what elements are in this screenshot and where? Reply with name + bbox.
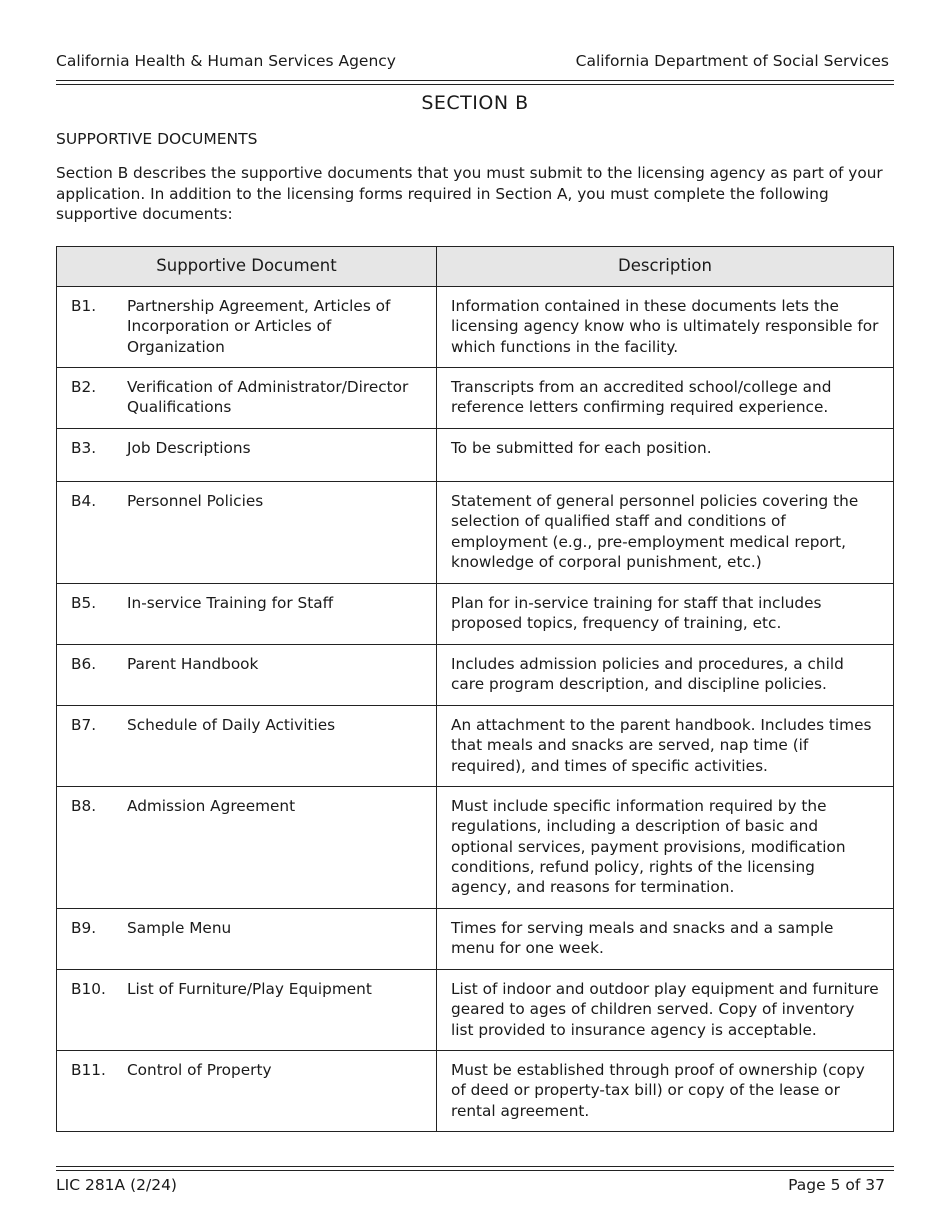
document-cell: [57, 482, 437, 584]
document-name: Partnership Agreement, Articles of Incorporation or Articles of Organization: [127, 297, 391, 356]
header-department: California Department of Social Services: [575, 52, 889, 70]
header-agency: California Health & Human Services Agency: [56, 52, 396, 70]
document-number: B6.: [71, 655, 97, 673]
description-cell: Includes admission policies and procedures, a child care program description, and discipline policies.: [437, 645, 894, 706]
supportive-documents-table: [56, 246, 894, 1132]
document-number: B5.: [71, 594, 97, 612]
document-number: B1.: [71, 297, 97, 315]
description-cell: Information contained in these documents lets the licensing agency know who is ultimately responsible for which functions in the facility.: [437, 287, 894, 368]
table-row: [57, 368, 894, 429]
document-page: [56, 0, 894, 1230]
description-cell: Times for serving meals and snacks and a sample menu for one week.: [437, 909, 894, 970]
document-number: B7.: [71, 716, 97, 734]
document-name: Control of Property: [127, 1061, 272, 1079]
document-cell: [57, 368, 437, 429]
document-name: Job Descriptions: [127, 439, 251, 457]
document-name: Schedule of Daily Activities: [127, 716, 336, 734]
table-row: [57, 787, 894, 909]
section-title: SECTION B: [421, 92, 529, 114]
description-cell: An attachment to the parent handbook. Includes times that meals and snacks are served, nap time (if required), and times of specific activities.: [437, 706, 894, 787]
document-cell: [57, 584, 437, 645]
footer-rule-bottom: [56, 1170, 894, 1171]
table-body: [57, 287, 894, 1132]
document-name: Personnel Policies: [127, 492, 264, 510]
document-cell: [57, 429, 437, 482]
table-row: [57, 909, 894, 970]
column-header-description: Description: [437, 247, 894, 287]
document-number: B10.: [71, 980, 106, 998]
document-cell: [57, 1051, 437, 1132]
document-number: B8.: [71, 797, 97, 815]
description-cell: Transcripts from an accredited school/college and reference letters confirming required experience.: [437, 368, 894, 429]
section-subheading: SUPPORTIVE DOCUMENTS: [56, 130, 258, 148]
document-number: B4.: [71, 492, 97, 510]
table-row: [57, 970, 894, 1051]
document-name: Admission Agreement: [127, 797, 296, 815]
document-name: Parent Handbook: [127, 655, 259, 673]
description-cell: Statement of general personnel policies covering the selection of qualified staff and conditions of employment (e.g., pre-employment medical report, knowledge of corporal punishment, etc.): [437, 482, 894, 584]
document-cell: [57, 970, 437, 1051]
column-header-document: Supportive Document: [57, 247, 437, 287]
footer-rule-top: [56, 1166, 894, 1167]
document-number: B11.: [71, 1061, 106, 1079]
table-row: [57, 482, 894, 584]
document-name: Sample Menu: [127, 919, 232, 937]
table-header-row: [57, 247, 894, 287]
document-cell: [57, 787, 437, 909]
table-row: [57, 645, 894, 706]
document-name: List of Furniture/Play Equipment: [127, 980, 372, 998]
footer-form-id: LIC 281A (2/24): [56, 1176, 177, 1194]
document-number: B2.: [71, 378, 97, 396]
table-row: [57, 429, 894, 482]
table-row: [57, 1051, 894, 1132]
table-row: [57, 584, 894, 645]
document-name: In-service Training for Staff: [127, 594, 334, 612]
header-rule-bottom: [56, 84, 894, 85]
description-cell: To be submitted for each position.: [437, 429, 894, 482]
document-cell: [57, 706, 437, 787]
document-name: Verification of Administrator/Director Qualifications: [127, 378, 409, 417]
document-cell: [57, 287, 437, 368]
document-cell: [57, 645, 437, 706]
description-cell: Must be established through proof of ownership (copy of deed or property-tax bill) or copy of the lease or rental agreement.: [437, 1051, 894, 1132]
header-rule-top: [56, 80, 894, 81]
table-row: [57, 706, 894, 787]
footer-page-number: Page 5 of 37: [788, 1176, 885, 1194]
description-cell: Plan for in-service training for staff that includes proposed topics, frequency of training, etc.: [437, 584, 894, 645]
description-cell: Must include specific information required by the regulations, including a description of basic and optional services, payment provisions, modification conditions, refund policy, rights of the licensing agency, and reasons for termination.: [437, 787, 894, 909]
intro-paragraph: Section B describes the supportive documents that you must submit to the licensing agency as part of your application. In addition to the licensing forms required in Section A, you must complete the following supportive documents:: [56, 164, 883, 223]
description-cell: List of indoor and outdoor play equipment and furniture geared to ages of children served. Copy of inventory list provided to insurance agency is acceptable.: [437, 970, 894, 1051]
document-number: B3.: [71, 439, 97, 457]
document-number: B9.: [71, 919, 97, 937]
table-row: [57, 287, 894, 368]
document-cell: [57, 909, 437, 970]
